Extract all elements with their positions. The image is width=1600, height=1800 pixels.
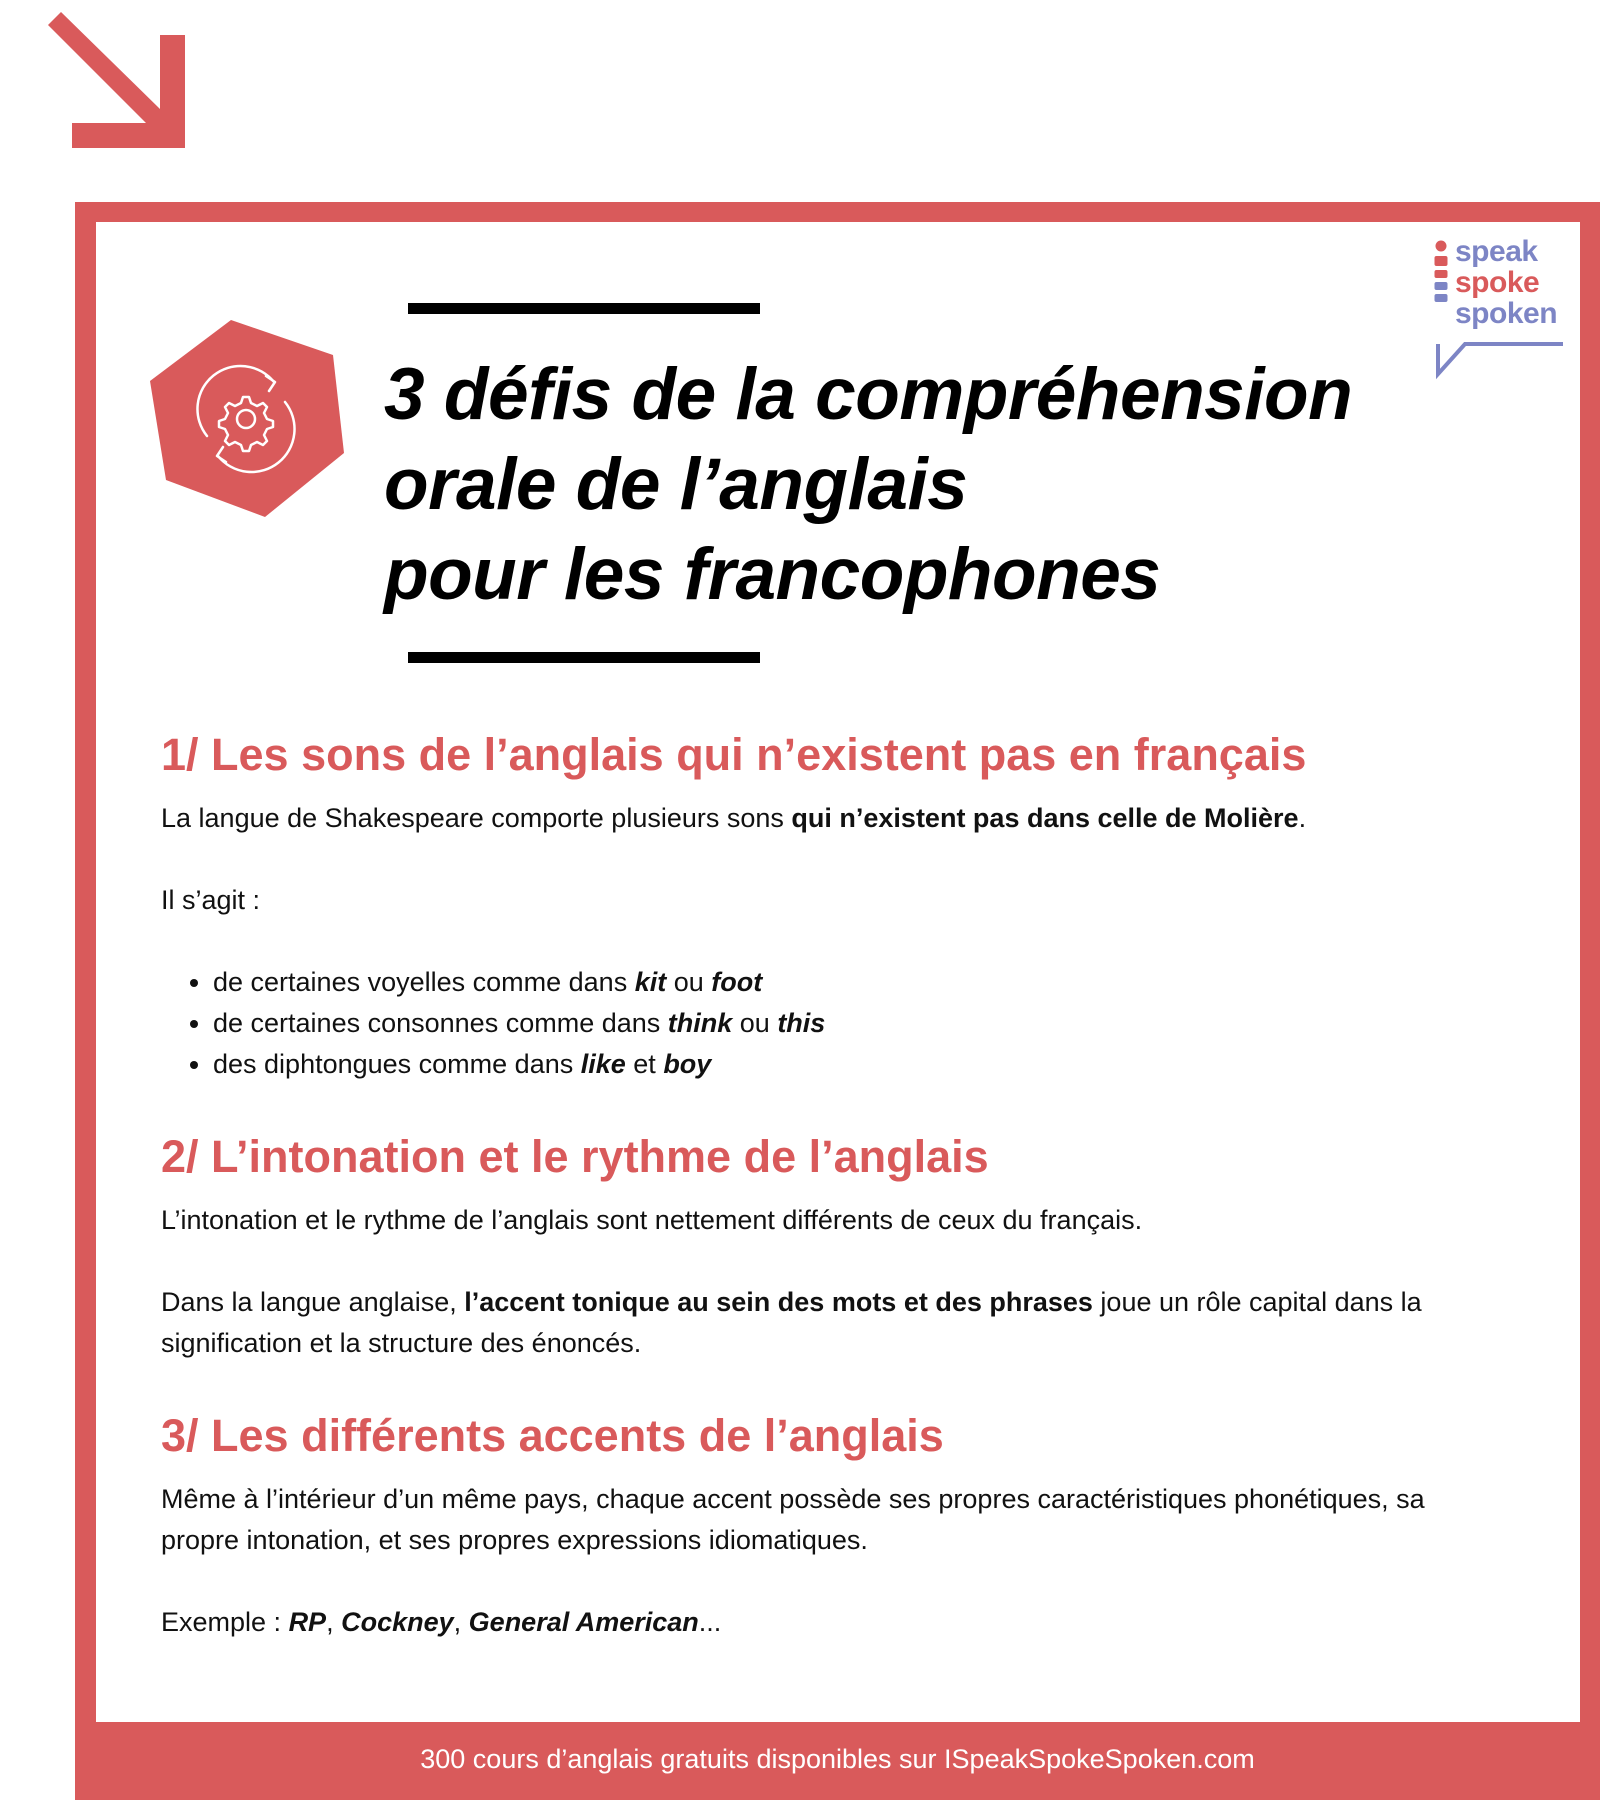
title-rule-bottom	[408, 652, 760, 663]
example-word: boy	[663, 1049, 712, 1079]
example-word: this	[777, 1008, 826, 1038]
section-1-bullet-list	[161, 962, 1491, 1085]
logo-word-spoken: spoken	[1455, 297, 1558, 330]
section-3-paragraph-1: Même à l’intérieur d’un même pays, chaque accent possède ses propres caractéristiques phonétiques, sa propre intonation, et ses propres expressions idiomatiques.	[161, 1484, 1425, 1555]
section-2-paragraph-2: Dans la langue anglaise, l’accent tonique au sein des mots et des phrases joue un rôle capital dans la signification et la structure des énoncés.	[161, 1287, 1422, 1358]
section-1-p1-text: La langue de Shakespeare comporte plusieurs sons	[161, 803, 792, 833]
settings-hexagon-badge	[148, 318, 344, 520]
example-accent: Cockney	[341, 1607, 454, 1637]
logo-word-spoke: spoke	[1455, 266, 1540, 299]
example-accent: RP	[288, 1607, 327, 1637]
section-1-paragraph-2: Il s’agit :	[161, 885, 261, 915]
section-3-examples: Exemple : RP, Cockney, General American...	[161, 1607, 722, 1637]
example-word: think	[667, 1008, 733, 1038]
section-1	[161, 728, 1491, 1085]
example-word: foot	[711, 967, 763, 997]
section-1-p1-end: .	[1298, 803, 1307, 833]
list-item: • de certaines voyelles comme dans kit ou foot	[213, 962, 1491, 1003]
section-1-heading: 1/ Les sons de l’anglais qui n’existent pas en français	[161, 729, 1307, 780]
section-2	[161, 1130, 1491, 1364]
section-2-paragraph-1: L’intonation et le rythme de l’anglais sont nettement différents de ceux du français.	[161, 1205, 1143, 1235]
example-word: kit	[634, 967, 667, 997]
arrow-down-right-icon	[48, 12, 198, 162]
logo-wordmark	[1455, 236, 1557, 329]
page-title	[384, 350, 1464, 620]
logo-word-speak: speak	[1455, 235, 1538, 268]
logo-i-glyph	[1433, 240, 1449, 350]
title-rule-top	[408, 303, 760, 314]
section-2-p2-bold: l’accent tonique au sein des mots et des phrases	[464, 1287, 1093, 1317]
list-item: • des diphtongues comme dans like et boy	[213, 1044, 1491, 1085]
list-item: • de certaines consonnes comme dans think ou this	[213, 1003, 1491, 1044]
section-3	[161, 1409, 1491, 1643]
section-1-paragraph-1	[161, 798, 1491, 839]
section-1-p1-bold: qui n’existent pas dans celle de Molière	[791, 803, 1299, 833]
title-line-3: pour les francophones	[384, 534, 1161, 615]
title-line-1: 3 défis de la compréhension	[384, 354, 1353, 435]
title-line-2: orale de l’anglais	[384, 444, 968, 525]
section-2-heading: 2/ L’intonation et le rythme de l’anglais	[161, 1131, 989, 1182]
footer-text: 300 cours d’anglais gratuits disponibles sur ISpeakSpokeSpoken.com	[420, 1744, 1255, 1774]
example-accent: General American	[468, 1607, 699, 1637]
section-3-heading: 3/ Les différents accents de l’anglais	[161, 1410, 944, 1461]
example-word: like	[580, 1049, 626, 1079]
